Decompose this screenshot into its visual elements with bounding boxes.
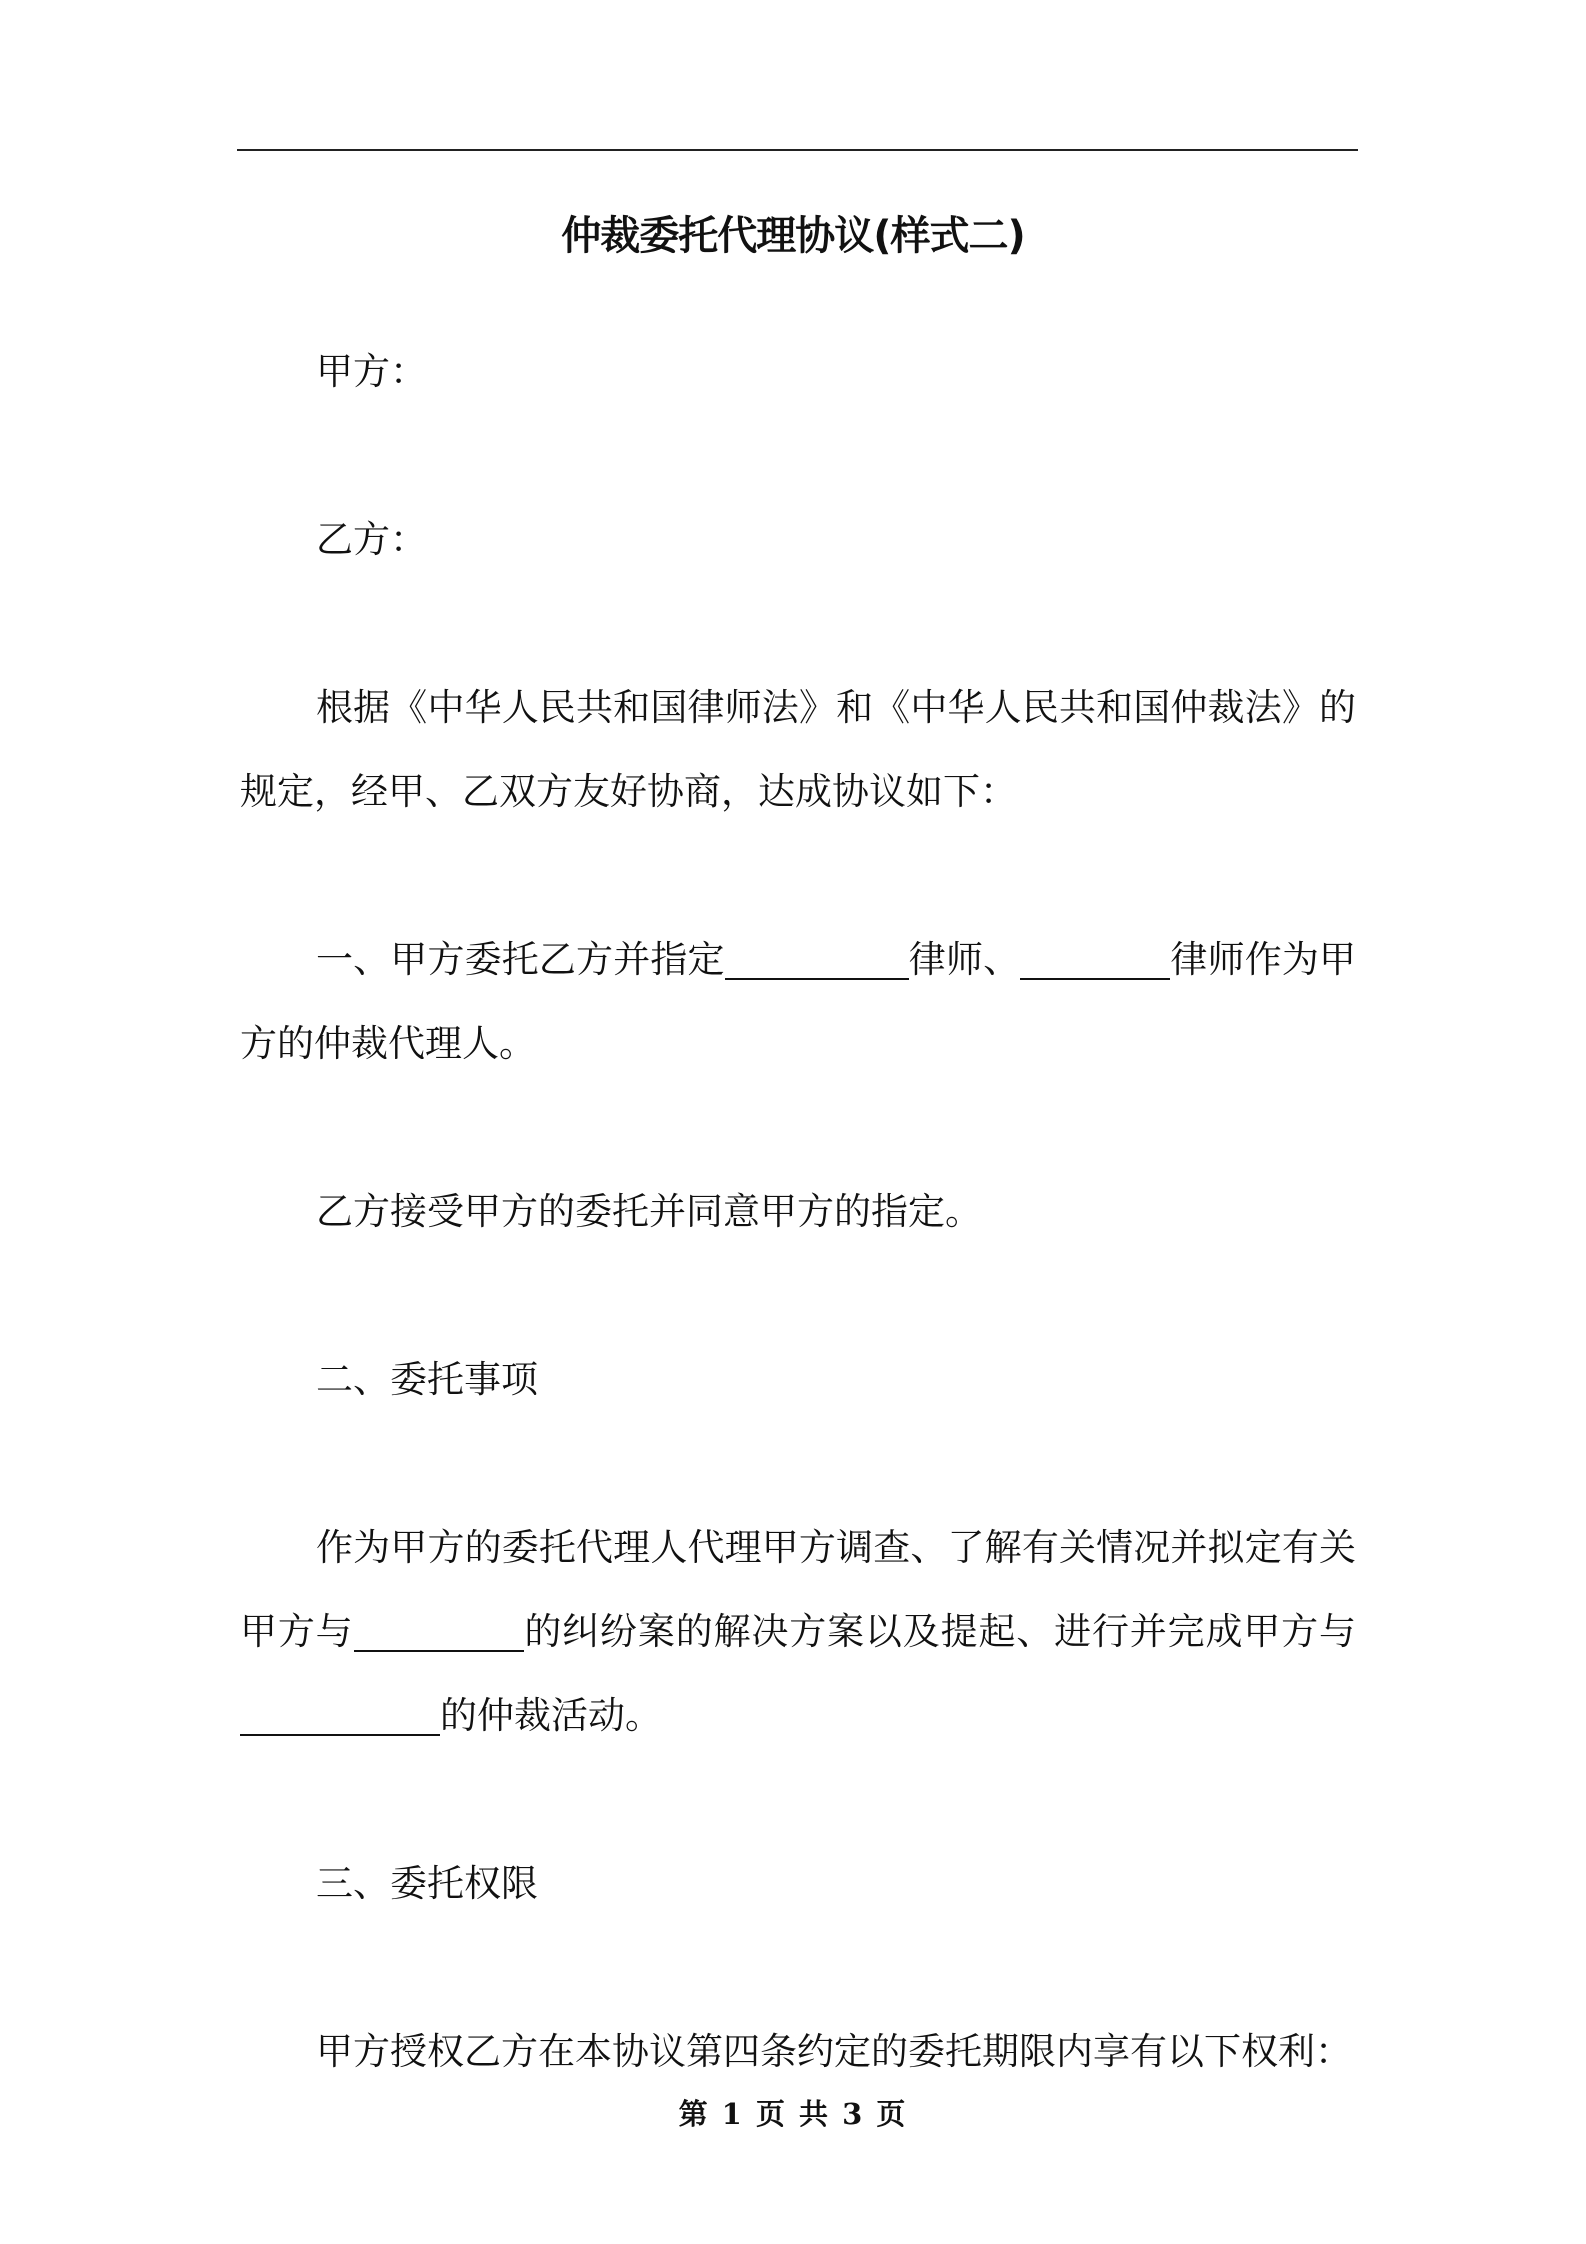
section-3-body: 甲方授权乙方在本协议第四条约定的委托期限内享有以下权利：	[316, 2030, 1352, 2073]
lawyer-blank-2	[1020, 942, 1170, 980]
lawyer-blank-1	[725, 942, 909, 980]
section-2-heading: 二、委托事项	[316, 1358, 538, 1401]
page-indicator: 第 1 页 共 3 页	[678, 2097, 908, 2131]
section-2-body	[240, 1506, 1356, 1758]
document-title: 仲裁委托代理协议(样式二)	[561, 213, 1025, 259]
arbitration-party-blank	[240, 1698, 440, 1736]
section-2-text-1: 作为甲方的委托代理人代理甲方调查、了解有关情况并拟定有关甲方与	[240, 1526, 1356, 1653]
intro-paragraph: 根据《中华人民共和国律师法》和《中华人民共和国仲裁法》的规定，经甲、乙双方友好协商，达成协议如下：	[240, 686, 1356, 813]
clause-1-text-1: 一、甲方委托乙方并指定	[316, 938, 725, 981]
section-2-text-3: 的仲裁活动。	[440, 1694, 662, 1737]
party-b-label: 乙方：	[316, 518, 427, 561]
clause-1-accept: 乙方接受甲方的委托并同意甲方的指定。	[316, 1190, 982, 1233]
party-a-label: 甲方：	[316, 350, 427, 393]
header-rule	[237, 149, 1358, 151]
clause-1-text-3: 律师作为甲方的仲裁代理人。	[240, 938, 1357, 1065]
section-2-text-2: 的纠纷案的解决方案以及提起、进行并完成甲方与	[523, 1610, 1357, 1653]
document-body	[240, 330, 1356, 2094]
clause-1-text-2: 律师、	[908, 938, 1021, 981]
section-3-heading: 三、委托权限	[316, 1862, 538, 1905]
clause-1-paragraph	[240, 918, 1356, 1086]
dispute-party-blank	[354, 1614, 524, 1652]
